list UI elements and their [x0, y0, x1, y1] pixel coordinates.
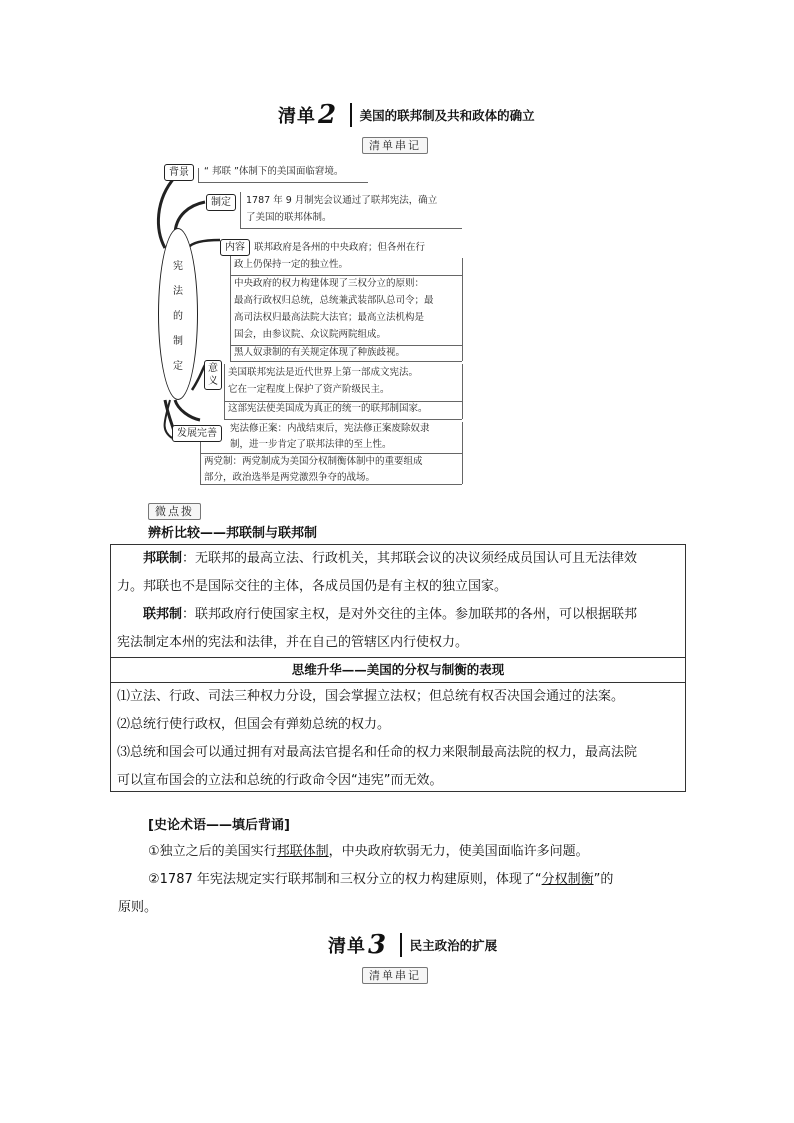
significance-a2: 它在一定程度上保护了资产阶级民主。 — [228, 384, 390, 395]
content-b3: 高司法权归最高法院大法官；最高立法机构是 — [234, 312, 425, 323]
section-header — [278, 100, 535, 130]
content-a1: 联邦政府是各州的中央政府；但各州在行 — [254, 242, 426, 253]
development-a1: 宪法修正案：内战结束后，宪法修正案废除奴隶 — [230, 423, 430, 434]
development-a2: 制，进一步肯定了联邦法律的至上性。 — [230, 439, 392, 450]
content-c: 黑人奴隶制的有关规定体现了种族歧视。 — [234, 347, 406, 358]
point-2: ⑵总统行使行政权，但国会有弹劾总统的权力。 — [117, 717, 391, 732]
content-b4: 国会，由参议院、众议院两院组成。 — [234, 329, 387, 340]
content-a2: 政上仍保持一定的独立性。 — [234, 259, 349, 270]
term-1: ①独立之后的美国实行邦联体制，中央政府软弱无力，使美国面临许多问题。 — [148, 844, 589, 859]
content-label: 内容 — [220, 239, 250, 256]
formulation-line2: 了美国的联邦体制。 — [246, 212, 332, 223]
tag-label: 清单串记 — [362, 137, 428, 154]
section3-number: 3 — [368, 930, 387, 960]
significance-label: 意 义 — [204, 360, 222, 390]
section3-tag-box — [362, 964, 428, 983]
tip-tag-box — [148, 500, 201, 519]
significance-b: 这部宪法使美国成为真正的统一的联邦制国家。 — [228, 403, 428, 414]
section3-header — [328, 930, 497, 960]
federation-paragraph: 联邦制：联邦政府行使国家主权，是对外交往的主体。参加联邦的各州，可以根据联邦 — [143, 607, 638, 622]
development-label: 发展完善 — [172, 425, 222, 442]
term-2-line2: 原则。 — [118, 900, 158, 915]
tag-box — [362, 134, 428, 153]
comparison-heading: 辨析比较——邦联制与联邦制 — [148, 526, 318, 541]
formulation-line1: 1787 年 9 月制宪会议通过了联邦宪法，确立 — [246, 195, 438, 206]
section3-label: 清单 — [328, 936, 366, 957]
center-node: 宪 法 的 制 定 — [158, 228, 198, 400]
confederation-paragraph: 邦联制：无联邦的最高立法、行政机关，其邦联会议的决议须经成员国认可且无法律效 — [143, 551, 638, 566]
content-b1: 中央政府的权力构建体现了三权分立的原则： — [234, 278, 425, 289]
development-b2: 部分，政治选举是两党激烈争夺的战场。 — [204, 472, 376, 483]
divider — [350, 103, 352, 127]
formulation-label: 制定 — [206, 194, 236, 211]
section-number: 2 — [318, 100, 337, 130]
mind-map — [150, 160, 480, 495]
term-2: ②1787 年宪法规定实行联邦制和三权分立的权力构建原则，体现了“分权制衡”的 — [148, 872, 614, 887]
section3-title: 民主政治的扩展 — [409, 938, 498, 953]
point-3-line2: 可以宣布国会的立法和总统的行政命令因“违宪”而无效。 — [117, 773, 443, 788]
federation-line2: 宪法制定本州的宪法和法律，并在自己的管辖区内行使权力。 — [117, 635, 469, 650]
box-subheading: 思维升华——美国的分权与制衡的表现 — [111, 657, 685, 683]
divider — [400, 933, 402, 957]
section-label: 清单 — [278, 106, 316, 127]
background-text: “ 邦联 ”体制下的美国面临窘境。 — [204, 166, 344, 177]
section3-tag: 清单串记 — [362, 967, 428, 984]
comparison-box — [110, 544, 686, 792]
content-b2: 最高行政权归总统，总统兼武装部队总司令；最 — [234, 295, 434, 306]
section-title: 美国的联邦制及共和政体的确立 — [359, 108, 535, 123]
point-3-line1: ⑶总统和国会可以通过拥有对最高法官提名和任命的权力来限制最高法院的权力，最高法院 — [117, 745, 638, 760]
background-label: 背景 — [164, 164, 194, 181]
confederation-line2: 力。邦联也不是国际交往的主体，各成员国仍是有主权的独立国家。 — [117, 579, 508, 594]
tip-tag: 微点拨 — [148, 503, 201, 520]
terms-heading: [史论术语——填后背诵] — [148, 818, 290, 833]
development-b1: 两党制：两党制成为美国分权制衡体制中的重要组成 — [204, 456, 423, 467]
significance-a1: 美国联邦宪法是近代世界上第一部成文宪法。 — [228, 367, 419, 378]
point-1: ⑴立法、行政、司法三种权力分设，国会掌握立法权；但总统有权否决国会通过的法案。 — [117, 689, 625, 704]
